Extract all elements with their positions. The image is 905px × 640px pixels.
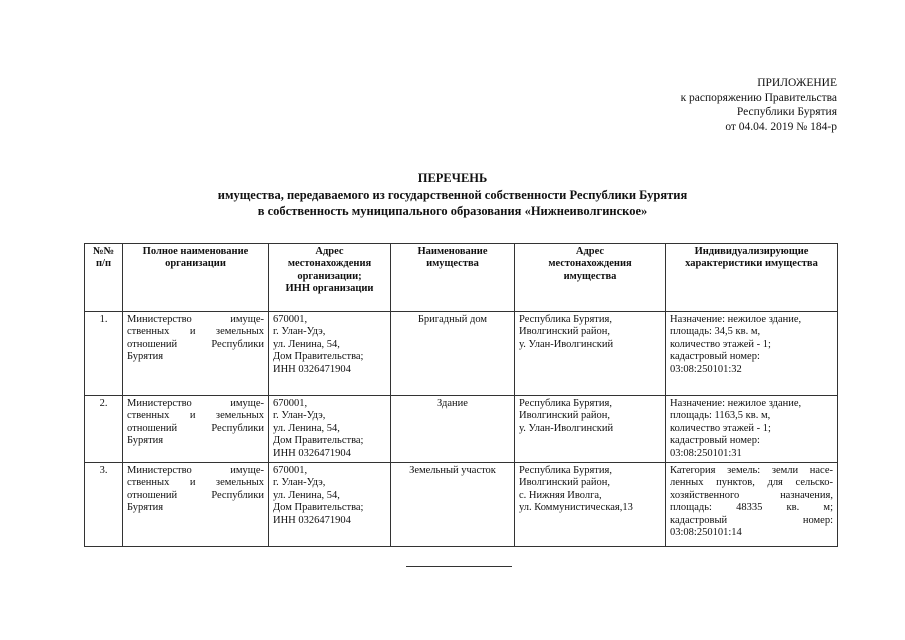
- cell-line: ул. Ленина, 54,: [273, 489, 340, 501]
- cell-line: Адрес: [575, 246, 605, 257]
- cell-line: ИНН 0326471904: [273, 447, 351, 459]
- row-property-name: Здание: [391, 396, 515, 463]
- table-row: [85, 312, 838, 396]
- cell-line: ственных и земельных: [127, 410, 264, 422]
- cell-line: 670001,: [273, 314, 308, 325]
- row-organization: [123, 463, 269, 547]
- cell-line: 03:08:250101:32: [670, 363, 742, 375]
- cell-line: ственных и земельных: [127, 477, 264, 489]
- table-row: [85, 396, 838, 463]
- appendix-block: [537, 76, 837, 134]
- row-number: 2.: [85, 396, 123, 463]
- row-property-name: Земельный участок: [391, 463, 515, 547]
- cell-line: п/п: [95, 258, 112, 270]
- cell-line: Индивидуализирующие: [694, 246, 809, 257]
- cell-line: г. Улан-Удэ,: [273, 410, 326, 422]
- cell-line: хозяйственного назначения,: [670, 489, 833, 501]
- cell-line: у. Улан-Иволгинский: [519, 338, 614, 350]
- cell-line: количество этажей - 1;: [670, 422, 771, 434]
- cell-line: 670001,: [273, 398, 308, 409]
- cell-line: Министерство имуще-: [127, 398, 264, 409]
- row-property-name: Бригадный дом: [391, 312, 515, 396]
- cell-line: площадь: 34,5 кв. м,: [670, 326, 761, 338]
- row-characteristics: [666, 396, 838, 463]
- cell-line: Наименование: [417, 246, 488, 257]
- cell-line: ственных и земельных: [127, 326, 264, 338]
- cell-line: отношений Республики: [127, 338, 264, 350]
- cell-line: Бурятия: [127, 502, 164, 514]
- cell-line: Дом Правительства;: [273, 351, 364, 363]
- cell-line: имущества: [426, 258, 479, 270]
- cell-line: Полное наименование: [142, 246, 249, 257]
- title-subtitle-2: в собственность муниципального образования «Нижнеиволгинское»: [257, 204, 648, 219]
- cell-line: г. Улан-Удэ,: [273, 326, 326, 338]
- cell-line: ИНН 0326471904: [273, 514, 351, 526]
- cell-line: Иволгинский район,: [519, 477, 611, 489]
- cell-line: у. Улан-Иволгинский: [519, 422, 614, 434]
- cell-line: №№: [92, 246, 115, 257]
- row-organization: [123, 396, 269, 463]
- cell-line: Назначение: нежилое здание,: [670, 314, 802, 325]
- cell-line: г. Улан-Удэ,: [273, 477, 326, 489]
- row-property-address: [515, 396, 666, 463]
- row-property-address: [515, 463, 666, 547]
- cell-line: ИНН организации: [285, 283, 374, 295]
- cell-line: имущества: [563, 270, 617, 282]
- title-subtitle-1: имущества, передаваемого из государственной собственности Республики Бурятия: [217, 187, 688, 202]
- row-number: 3.: [85, 463, 123, 547]
- appendix-republic: Республики Бурятия: [736, 106, 837, 119]
- header-property-name: [391, 244, 515, 312]
- document-title: [0, 170, 905, 220]
- cell-line: 03:08:250101:14: [670, 527, 742, 539]
- cell-line: 03:08:250101:31: [670, 447, 742, 459]
- cell-line: площадь: 48335 кв. м;: [670, 502, 833, 514]
- cell-line: отношений Республики: [127, 422, 264, 434]
- footer-divider: [406, 566, 512, 567]
- title-heading: ПЕРЕЧЕНЬ: [417, 171, 488, 185]
- cell-line: Бурятия: [127, 435, 164, 447]
- cell-line: кадастровый номер:: [670, 514, 833, 526]
- row-organization: [123, 312, 269, 396]
- cell-line: 670001,: [273, 465, 308, 477]
- cell-line: Дом Правительства;: [273, 502, 364, 514]
- cell-line: отношений Республики: [127, 489, 264, 501]
- cell-line: площадь: 1163,5 кв. м,: [670, 410, 771, 422]
- cell-line: с. Нижняя Иволга,: [519, 489, 602, 501]
- row-characteristics: [666, 312, 838, 396]
- cell-line: ул. Ленина, 54,: [273, 338, 340, 350]
- cell-line: Категория земель: земли насе-: [670, 465, 833, 477]
- cell-line: Республика Бурятия,: [519, 398, 612, 409]
- header-org-address: [269, 244, 391, 312]
- cell-line: Республика Бурятия,: [519, 465, 612, 477]
- cell-line: Республика Бурятия,: [519, 314, 612, 325]
- cell-line: Иволгинский район,: [519, 410, 611, 422]
- cell-line: Адрес: [315, 246, 344, 257]
- cell-line: ул. Коммунистическая,13: [519, 502, 633, 514]
- cell-line: организации;: [297, 270, 362, 282]
- header-property-address: [515, 244, 666, 312]
- appendix-date-number: от 04.04. 2019 № 184-р: [725, 120, 837, 133]
- appendix-title: ПРИЛОЖЕНИЕ: [757, 77, 837, 89]
- appendix-order-ref: к распоряжению Правительства: [680, 91, 837, 104]
- row-characteristics: [666, 463, 838, 547]
- cell-line: Иволгинский район,: [519, 326, 611, 338]
- cell-line: ул. Ленина, 54,: [273, 422, 340, 434]
- cell-line: Назначение: нежилое здание,: [670, 398, 802, 409]
- row-organization-address: [269, 463, 391, 547]
- row-property-address: [515, 312, 666, 396]
- cell-line: ИНН 0326471904: [273, 363, 351, 375]
- cell-line: ленных пунктов, для сельско-: [670, 477, 833, 489]
- cell-line: Министерство имуще-: [127, 314, 264, 325]
- cell-line: организации: [165, 258, 226, 270]
- cell-line: характеристики имущества: [685, 258, 818, 270]
- row-organization-address: [269, 312, 391, 396]
- cell-line: Бурятия: [127, 351, 164, 363]
- cell-line: количество этажей - 1;: [670, 338, 771, 350]
- cell-line: кадастровый номер:: [670, 435, 760, 447]
- cell-line: местонахождения: [548, 258, 632, 270]
- row-number: 1.: [85, 312, 123, 396]
- cell-line: кадастровый номер:: [670, 351, 760, 363]
- header-characteristics: [666, 244, 838, 312]
- property-table: [84, 243, 838, 547]
- table-row: [85, 463, 838, 547]
- header-num: [85, 244, 123, 312]
- header-org: [123, 244, 269, 312]
- cell-line: Дом Правительства;: [273, 435, 364, 447]
- table-header-row: [85, 244, 838, 312]
- cell-line: Министерство имуще-: [127, 465, 264, 477]
- row-organization-address: [269, 396, 391, 463]
- cell-line: местонахождения: [287, 258, 372, 270]
